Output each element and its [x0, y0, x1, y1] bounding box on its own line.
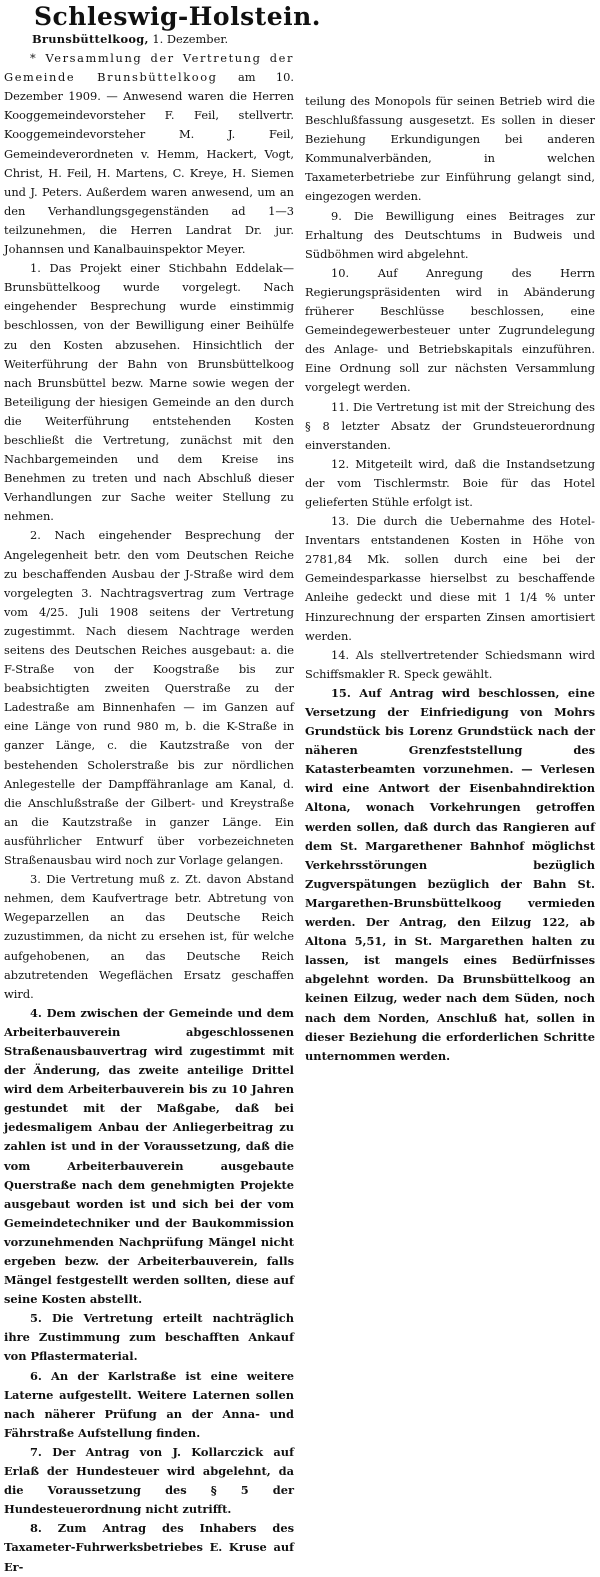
lead-text: am 10. Dezember 1909. — Anwesend waren die Herren Kooggemeindevorsteher F. Feil, stellvertr. Kooggemeindevorsteher M. J. Feil, Gemeindeverordneten v. Hemm, Hackert, Vogt, Christ, H. Feil, H. Martens, C. Kreye, H. Siemen und J. Peters. Außerdem waren anwesend, um an den Verhandlungsgegenständen ad 1—3 teilzunehmen, die Herren Landrat Dr. jur. Johannsen und Kanalbauinspektor Meyer.	[4, 70, 295, 257]
section-heading: Schleswig-Holstein.	[34, 2, 322, 31]
agenda-item-5: 5. Die Vertretung erteilt nachträglich ihre Zustimmung zum beschafften Ankauf von Pflastermaterial.	[4, 1311, 294, 1364]
agenda-item-7: 7. Der Antrag von J. Kollarczick auf Erlaß der Hundesteuer wird abgelehnt, da die Voraussetzung des § 5 der Hundesteuerordnung nicht zutrifft.	[4, 1444, 294, 1517]
agenda-item-8-continued: teilung des Monopols für seinen Betrieb wird die Beschlußfassung ausgesetzt. Es sollen in dieser Beziehung Erkundigungen bei anderen Kommunalverbänden, in welchen Taxameterbetriebe zur Einführung gelangt sind, eingezogen werden.	[305, 94, 595, 204]
agenda-item-6: 6. An der Karlstraße ist eine weitere Laterne aufgestellt. Weitere Laternen sollen nach näherer Prüfung an der Anna- und Fährstraße Aufstellung finden.	[4, 1368, 294, 1440]
agenda-item-1: 1. Das Projekt einer Stichbahn Eddelak—Brunsbüttelkoog wurde vorgelegt. Nach eingehender Besprechung wurde einstimmig beschlossen, von der Bewilligung einer Beihülfe zu den Kosten abzusehen. Hinsichtlich der Weiterführung der Bahn von Brunsbüttelkoog nach Brunsbüttel bezw. Marne sowie wegen der Beteiligung der hiesigen Gemeinde an den durch die Weiterführung entstehenden Kosten beschließt die Vertretung, zunächst mit den Nachbargemeinden und dem Kreise ins Benehmen zu treten und nach Abschluß dieser Verhandlungen zur Sache weiter Stellung zu nehmen.	[4, 261, 294, 524]
left-column	[4, 30, 294, 1577]
right-column	[305, 92, 595, 1066]
lead-title: * Versammlung der Vertretung der Gemeinde Brunsbüttelkoog	[4, 51, 294, 85]
lead-paragraph	[4, 49, 294, 259]
agenda-item-9: 9. Die Bewilligung eines Beitrages zur Erhaltung des Deutschtums in Budweis und Südböhmen wird abgelehnt.	[305, 208, 595, 261]
agenda-item-11: 11. Die Vertretung ist mit der Streichung des § 8 letzter Absatz der Grundsteuerordnung einverstanden.	[305, 399, 595, 452]
agenda-item-14: 14. Als stellvertretender Schiedsmann wird Schiffsmakler R. Speck gewählt.	[305, 647, 595, 681]
agenda-item-10: 10. Auf Anregung des Herrn Regierungspräsidenten wird in Abänderung früherer Beschlüsse beschlossen, eine Gemeindegewerbesteuer unter Zugrundelegung des Anlage- und Betriebskapitals einzuführen. Eine Ordnung soll zur nächsten Versammlung vorgelegt werden.	[305, 265, 595, 395]
agenda-item-8: 8. Zum Antrag des Inhabers des Taxameter-Fuhrwerksbetriebes E. Kruse auf Er-	[4, 1521, 294, 1574]
agenda-item-2: 2. Nach eingehender Besprechung der Angelegenheit betr. den vom Deutschen Reiche zu beschaffenden Ausbau der J-Straße wird dem vorgelegten 3. Nachtragsvertrag zum Vertrage vom 4/25. Juli 1908 seitens der Vertretung zugestimmt. Nach diesem Nachtrage werden seitens des Deutschen Reiches ausgebaut: a. die F-Straße von der Koogstraße bis zur beabsichtigten zweiten Querstraße zu der Ladestraße am Binnenhafen — im Ganzen auf eine Länge von rund 980 m, b. die K-Straße in ganzer Länge, c. die Kautzstraße von der bestehenden Scholerstraße bis zur nördlichen Anlegestelle der Dampffähranlage am Kanal, d. die Anschlußstraße der Gilbert- und Kreystraße an die Kautzstraße in ganzer Länge. Ein ausführlicher Entwurf über vorbezeichneten Straßenausbau wird noch zur Vorlage gelangen.	[4, 528, 294, 868]
dateline	[4, 30, 294, 49]
dateline-date: 1. Dezember.	[152, 32, 229, 46]
agenda-item-3: 3. Die Vertretung muß z. Zt. davon Abstand nehmen, dem Kaufvertrage betr. Abtretung von Wegeparzellen an das Deutsche Reich zuzustimmen, da nicht zu ersehen ist, für welche aufgehobenen, an das Deutsche Reich abzutretenden Wegeflächen Ersatz geschaffen wird.	[4, 872, 294, 1001]
agenda-item-12: 12. Mitgeteilt wird, daß die Instandsetzung der vom Tischlermstr. Boie für das Hotel gelieferten Stühle erfolgt ist.	[305, 456, 595, 509]
agenda-item-13: 13. Die durch die Uebernahme des Hotel-Inventars entstandenen Kosten in Höhe von 2781,84 Mk. sollen durch eine bei der Gemeindesparkasse hierselbst zu beschaffende Anleihe gedeckt und diese mit 1 1/4 % unter Hinzurechnung der ersparten Zinsen amortisiert werden.	[305, 514, 595, 643]
agenda-item-15: 15. Auf Antrag wird beschlossen, eine Versetzung der Einfriedigung von Mohrs Grundstück bis Lorenz Grundstück nach der näheren Grenzfeststellung des Katasterbeamten vorzunehmen. — Verlesen wird eine Antwort der Eisenbahndirektion Altona, wonach Vorkehrungen getroffen werden sollen, daß durch das Rangieren auf dem St. Margarethener Bahnhof möglichst Verkehrsstörungen bezüglich Zugverspätungen bezüglich der Bahn St. Margarethen-Brunsbüttelkoog vermieden werden. Der Antrag, den Eilzug 122, ab Altona 5,51, in St. Margarethen halten zu lassen, ist mangels eines Bedürfnisses abgelehnt worden. Da Brunsbüttelkoog an keinen Eilzug, weder nach dem Süden, noch nach dem Norden, Anschluß hat, sollen in dieser Beziehung die erforderlichen Schritte unternommen werden.	[305, 685, 595, 1063]
dateline-place: Brunsbüttelkoog,	[32, 32, 149, 46]
agenda-item-4: 4. Dem zwischen der Gemeinde und dem Arbeiterbauverein abgeschlossenen Straßenausbauvertrag wird zugestimmt mit der Änderung, das zweite anteilige Drittel wird dem Arbeiterbauverein bis zu 10 Jahren gestundet mit der Maßgabe, daß bei jedesmaligem Anbau der Anliegerbeitrag zu zahlen ist und in der Voraussetzung, daß die vom Arbeiterbauverein ausgebaute Querstraße nach dem genehmigten Projekte ausgebaut worden ist und sich bei der vom Gemeindetechniker und der Baukommission vorzunehmenden Nachprüfung Mängel nicht ergeben bezw. der Arbeiterbauverein, falls Mängel festgestellt werden sollten, diese auf seine Kosten abstellt.	[4, 1005, 294, 1307]
